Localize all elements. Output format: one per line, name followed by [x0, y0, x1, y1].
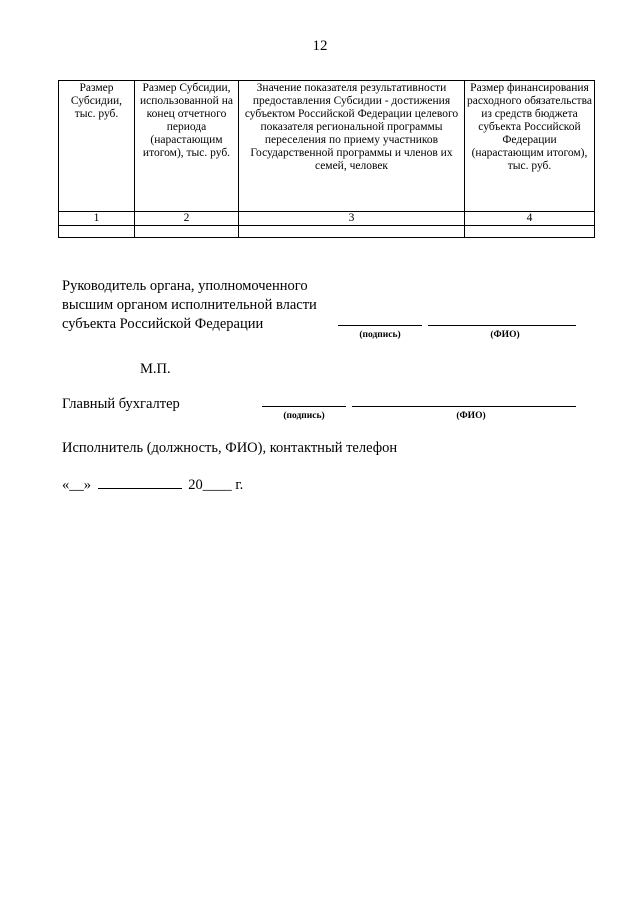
column-number: 4 — [465, 212, 595, 226]
head-title-line: высшим органом исполнительной власти — [62, 297, 317, 313]
accountant-fio-line — [352, 406, 576, 407]
empty-cell — [239, 226, 465, 238]
column-number: 2 — [135, 212, 239, 226]
date-year: 20____ — [188, 477, 232, 493]
column-number: 3 — [239, 212, 465, 226]
empty-cell — [135, 226, 239, 238]
header-cell: Размер Субсидии, использованной на конец отчетного периода (нарастающим итогом), тыс. руб. — [135, 81, 239, 212]
page-number: 12 — [312, 38, 328, 54]
executor-label: Исполнитель (должность, ФИО), контактный телефон — [62, 440, 398, 456]
head-fio-line — [428, 325, 576, 326]
header-cell: Значение показателя результативности предоставления Субсидии - достижения субъектом Российской Федерации целевого показателя региональной программы переселения по приему участников Государственной программы и членов их семей, человек — [239, 81, 465, 212]
head-title-line: субъекта Российской Федерации — [62, 316, 264, 332]
head-fio-caption: (ФИО) — [490, 330, 520, 340]
head-title — [62, 277, 362, 334]
date-day: «__» — [62, 477, 91, 493]
header-cell: Размер Субсидии, тыс. руб. — [59, 81, 135, 212]
stamp-place: М.П. — [140, 361, 171, 377]
table-row — [59, 226, 595, 238]
head-title-line: Руководитель органа, уполномоченного — [62, 278, 308, 294]
empty-cell — [59, 226, 135, 238]
date-line — [62, 476, 322, 495]
head-signature-caption: (подпись) — [359, 330, 401, 340]
accountant-label: Главный бухгалтер — [62, 396, 180, 412]
accountant-signature-caption: (подпись) — [283, 411, 325, 421]
table-header-row — [59, 81, 595, 212]
accountant-fio-caption: (ФИО) — [456, 411, 486, 421]
accountant-signature-line — [262, 406, 346, 407]
empty-cell — [465, 226, 595, 238]
head-signature-line — [338, 325, 422, 326]
date-suffix: г. — [235, 477, 244, 493]
column-number-row — [59, 212, 595, 226]
date-month-blank — [98, 476, 182, 489]
report-table — [58, 80, 595, 238]
column-number: 1 — [59, 212, 135, 226]
header-cell: Размер финансирования расходного обязательства из средств бюджета субъекта Российской Федерации (нарастающим итогом), тыс. руб. — [465, 81, 595, 212]
